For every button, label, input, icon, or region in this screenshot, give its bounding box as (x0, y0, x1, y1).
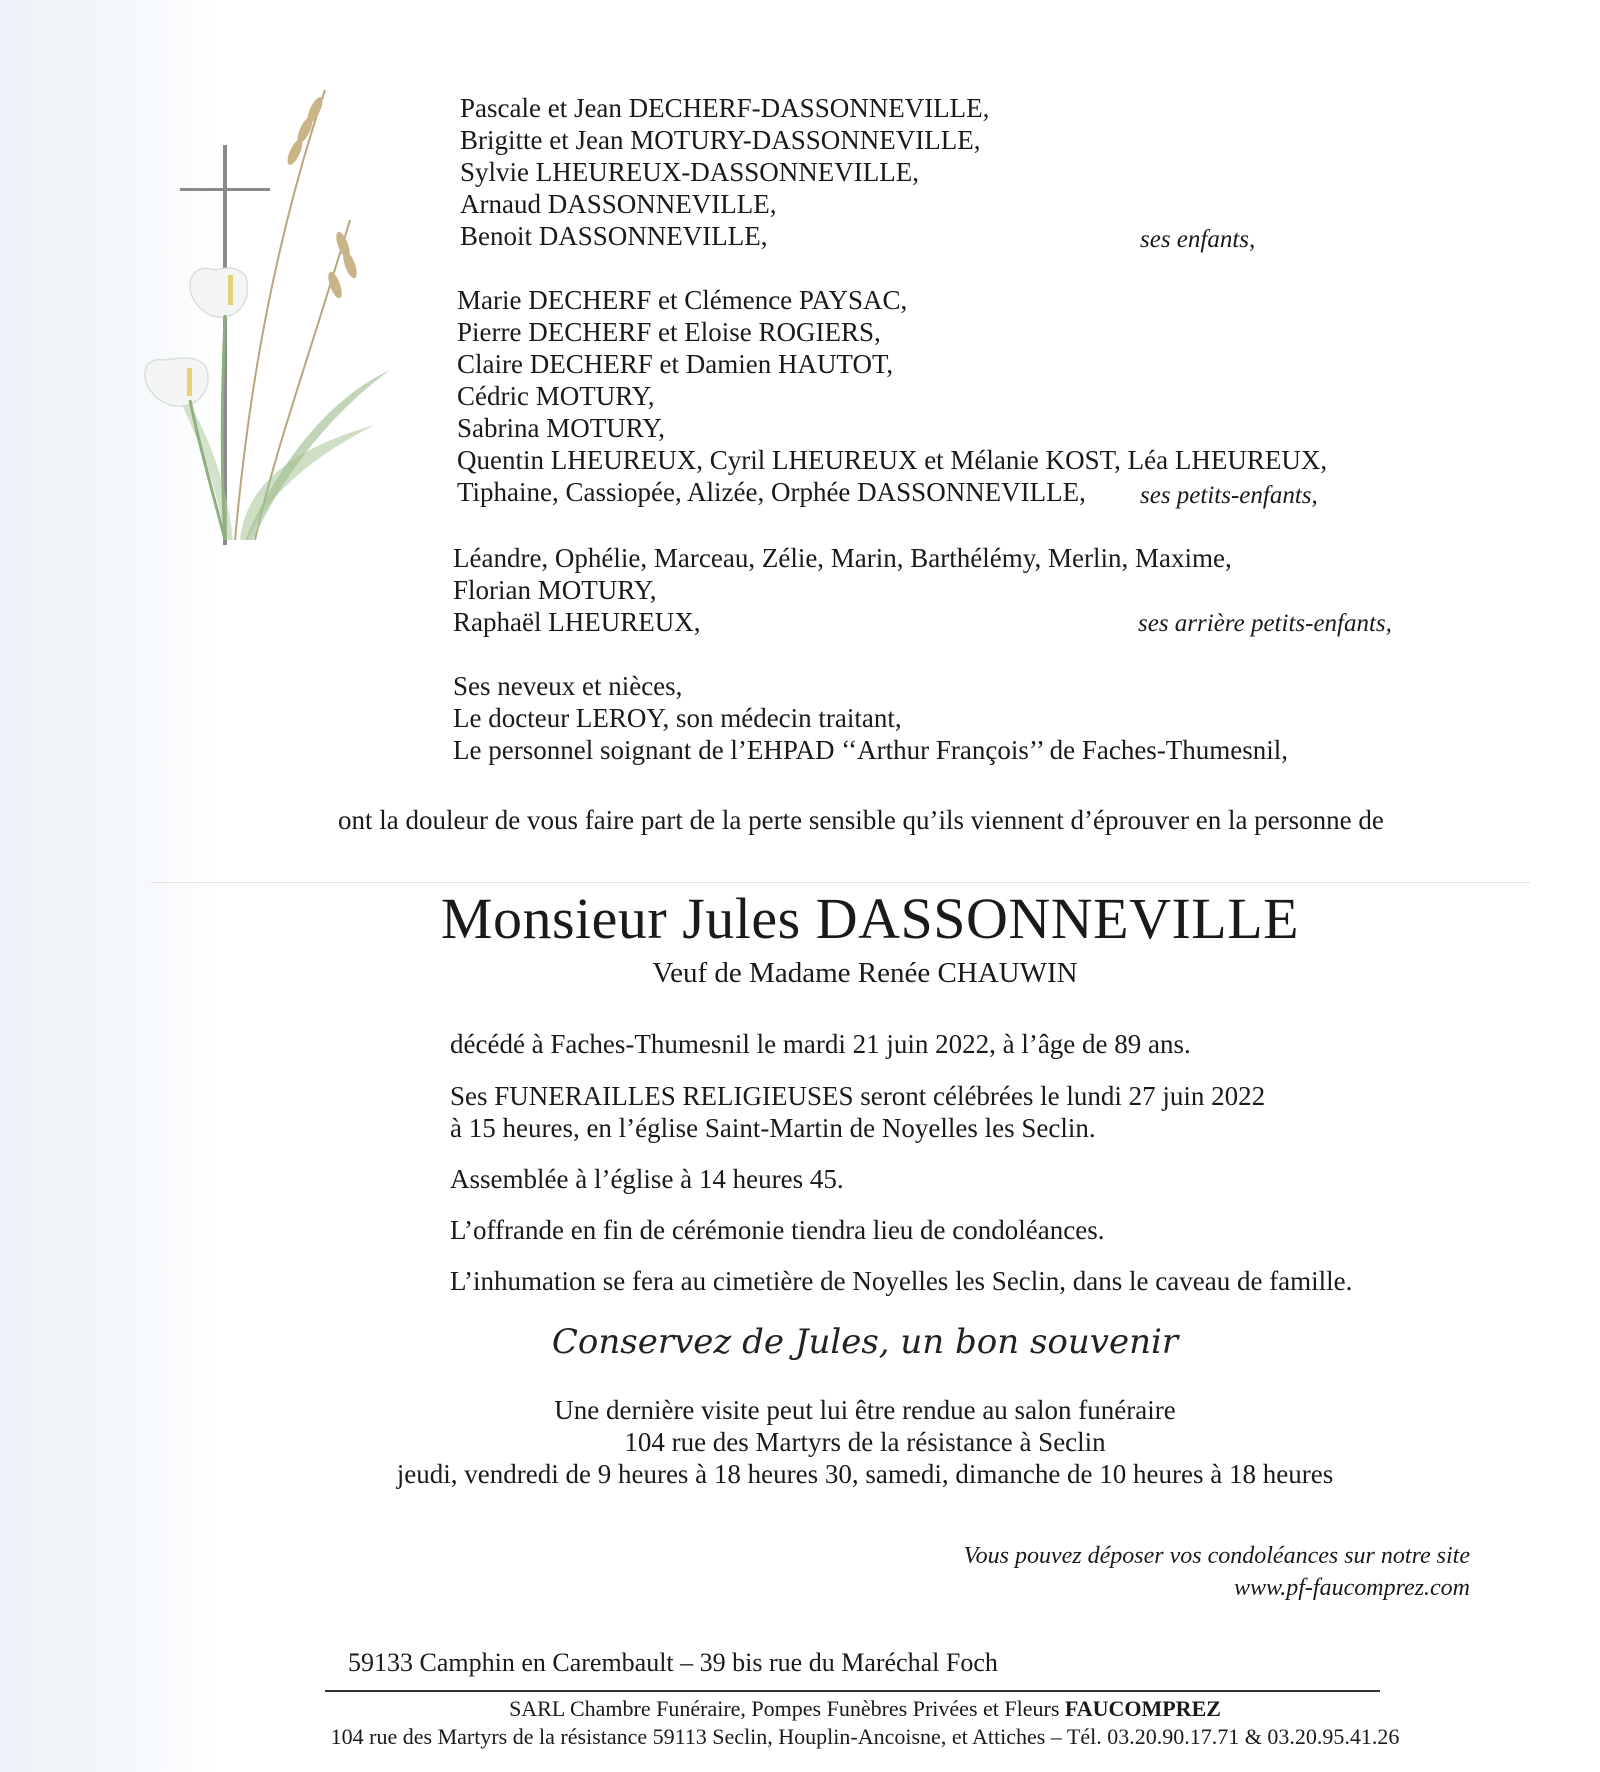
visit-line: Une dernière visite peut lui être rendue au salon funéraire (554, 1395, 1176, 1425)
fold-line (150, 882, 1530, 883)
great-grandchild-line: Florian MOTURY, (453, 575, 657, 605)
great-grandchildren-role: ses arrière petits-enfants, (1138, 610, 1392, 637)
company-name: FAUCOMPREZ (1064, 1696, 1221, 1721)
child-line: Sylvie LHEUREUX-DASSONNEVILLE, (460, 157, 919, 187)
signature-line: Conservez de Jules, un bon souvenir (551, 1322, 1179, 1362)
grandchild-line: Claire DECHERF et Damien HAUTOT, (457, 349, 894, 379)
visit-info (0, 1394, 1600, 1490)
grandchild-line: Marie DECHERF et Clémence PAYSAC, (457, 285, 908, 315)
company-prefix: SARL Chambre Funéraire, Pompes Funèbres Privées et Fleurs (509, 1696, 1065, 1721)
burial-info: L’inhumation se fera au cimetière de Noyelles les Seclin, dans le caveau de famille. (450, 1266, 1353, 1296)
grandchildren-list (457, 284, 1327, 508)
grandchild-line: Quentin LHEUREUX, Cyril LHEUREUX et Mélanie KOST, Léa LHEUREUX, (457, 445, 1328, 475)
deceased-subtitle: Veuf de Madame Renée CHAUWIN (652, 957, 1078, 989)
condolences-url[interactable]: www.pf-faucomprez.com (1234, 1575, 1470, 1601)
condolences-text: Vous pouvez déposer vos condoléances sur notre site (963, 1543, 1470, 1569)
announcement: ont la douleur de vous faire part de la perte sensible qu’ils viennent d’éprouver en la personne de (338, 805, 1384, 835)
other-line: Ses neveux et nièces, (453, 671, 683, 701)
children-role: ses enfants, (1140, 226, 1256, 253)
footer-address: 59133 Camphin en Carembault – 39 bis rue du Maréchal Foch (348, 1648, 998, 1677)
death-info: décédé à Faches-Thumesnil le mardi 21 juin 2022, à l’âge de 89 ans. (450, 1029, 1191, 1059)
offering-info: L’offrande en fin de cérémonie tiendra lieu de condoléances. (450, 1215, 1105, 1245)
visit-line: jeudi, vendredi de 9 heures à 18 heures 30, samedi, dimanche de 10 heures à 18 heures (396, 1459, 1334, 1489)
great-grandchild-line: Léandre, Ophélie, Marceau, Zélie, Marin, Barthélémy, Merlin, Maxime, (453, 543, 1232, 573)
great-grandchildren-list (453, 542, 1232, 638)
cross-lily-decoration (125, 70, 395, 550)
others-list (453, 670, 1288, 766)
other-line: Le docteur LEROY, son médecin traitant, (453, 703, 902, 733)
other-line: Le personnel soignant de l’EHPAD ‘‘Arthur François’’ de Faches-Thumesnil, (453, 735, 1289, 765)
deceased-name: Monsieur Jules DASSONNEVILLE (440, 886, 1300, 951)
child-line: Brigitte et Jean MOTURY-DASSONNEVILLE, (460, 125, 981, 155)
grandchild-line: Sabrina MOTURY, (457, 413, 666, 443)
grandchild-line: Cédric MOTURY, (457, 381, 655, 411)
great-grandchild-line: Raphaël LHEUREUX, (453, 607, 701, 637)
grandchild-line: Tiphaine, Cassiopée, Alizée, Orphée DASSONNEVILLE, (457, 477, 1086, 507)
footer-company (0, 1696, 1600, 1722)
children-list (460, 92, 989, 252)
funeral-info-line1: Ses FUNERAILLES RELIGIEUSES seront célébrées le lundi 27 juin 2022 (450, 1081, 1266, 1111)
grandchild-line: Pierre DECHERF et Eloise ROGIERS, (457, 317, 881, 347)
condolences-note (964, 1540, 1470, 1604)
child-line: Arnaud DASSONNEVILLE, (460, 189, 777, 219)
footer-divider (325, 1690, 1380, 1692)
child-line: Pascale et Jean DECHERF-DASSONNEVILLE, (460, 93, 990, 123)
visit-line: 104 rue des Martyrs de la résistance à Seclin (624, 1427, 1106, 1457)
footer-contact: 104 rue des Martyrs de la résistance 59113 Seclin, Houplin-Ancoisne, et Attiches – Tél. 03.20.90.17.71 & 03.20.95.41.26 (330, 1724, 1400, 1749)
grandchildren-role: ses petits-enfants, (1140, 482, 1318, 509)
assembly-info: Assemblée à l’église à 14 heures 45. (450, 1164, 844, 1194)
funeral-info-line2: à 15 heures, en l’église Saint-Martin de Noyelles les Seclin. (450, 1113, 1096, 1143)
child-line: Benoit DASSONNEVILLE, (460, 221, 768, 251)
